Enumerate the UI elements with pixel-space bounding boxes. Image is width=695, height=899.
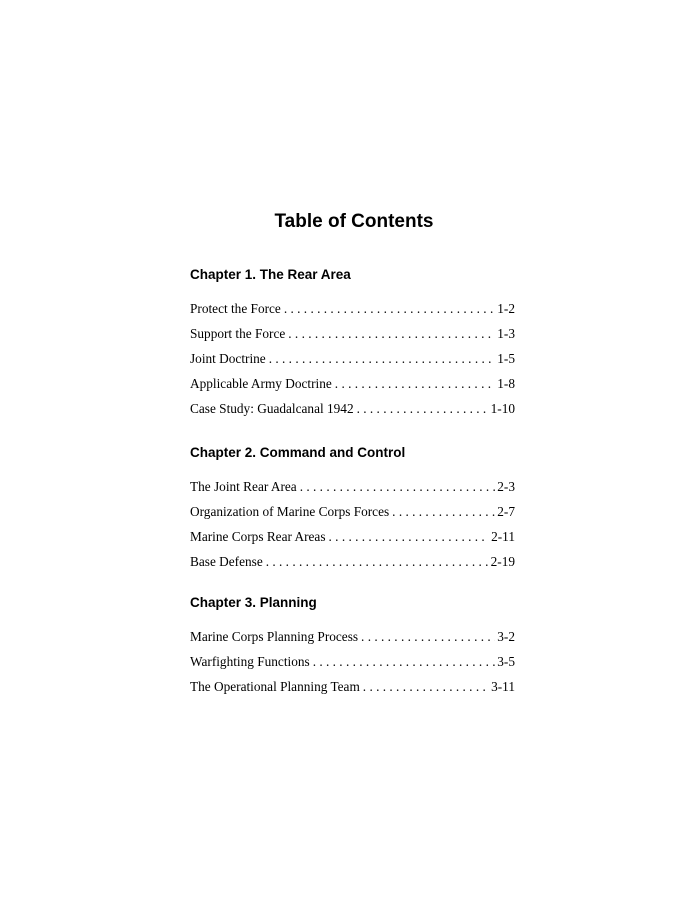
toc-entry[interactable]: [190, 400, 515, 425]
dot-leader: [310, 653, 496, 671]
toc-entry-title: Protect the Force: [190, 301, 281, 316]
toc-entry-title: Marine Corps Planning Process: [190, 629, 359, 644]
toc-entry-page: 2-11: [491, 529, 515, 544]
page-title: Table of Contents: [274, 211, 434, 232]
toc-entry-page: 2-7: [497, 504, 515, 519]
toc-entry[interactable]: [190, 653, 515, 678]
toc-entry-page: 1-5: [497, 351, 515, 366]
dot-leader: [281, 300, 495, 318]
chapter-3-section: [190, 594, 520, 703]
toc-entry[interactable]: [190, 528, 515, 553]
toc-entry-title: Base Defense: [190, 554, 263, 569]
toc-entry-title: Case Study: Guadalcanal 1942: [190, 401, 354, 416]
dot-leader: [354, 400, 489, 418]
chapter-heading: Chapter 2. Command and Control: [190, 445, 406, 460]
dot-leader: [285, 325, 495, 343]
toc-entry[interactable]: [190, 678, 515, 703]
dot-leader: [263, 553, 489, 571]
chapter-1-entries: [190, 300, 520, 425]
chapter-2-entries: [190, 478, 520, 578]
toc-entry-page: 2-3: [497, 479, 515, 494]
chapter-heading: Chapter 3. Planning: [190, 595, 317, 610]
dot-leader: [266, 350, 496, 368]
toc-entry-page: 1-10: [490, 401, 515, 416]
chapter-3-entries: [190, 628, 520, 703]
toc-entry-title: The Joint Rear Area: [190, 479, 297, 494]
dot-leader: [360, 678, 489, 696]
toc-entry-page: 3-5: [497, 654, 515, 669]
toc-entry[interactable]: [190, 350, 515, 375]
toc-entry-title: The Operational Planning Team: [190, 679, 360, 694]
chapter-heading: Chapter 1. The Rear Area: [190, 267, 351, 282]
toc-entry[interactable]: [190, 375, 515, 400]
toc-entry-page: 3-11: [491, 679, 515, 694]
toc-entry[interactable]: [190, 325, 515, 350]
dot-leader: [358, 628, 495, 646]
toc-entry-title: Applicable Army Doctrine: [190, 376, 332, 391]
toc-entry-title: Warfighting Functions: [190, 654, 310, 669]
chapter-1-section: [190, 266, 520, 425]
dot-leader: [326, 528, 490, 546]
dot-leader: [389, 503, 495, 521]
toc-entry-page: 3-2: [497, 629, 515, 644]
toc-entry[interactable]: [190, 478, 515, 503]
toc-entry-title: Marine Corps Rear Areas: [190, 529, 326, 544]
chapter-2-section: [190, 444, 520, 578]
dot-leader: [297, 478, 496, 496]
toc-entry-page: 2-19: [490, 554, 515, 569]
toc-entry-page: 1-3: [497, 326, 515, 341]
toc-entry-title: Support the Force: [190, 326, 286, 341]
toc-entry-page: 1-2: [497, 301, 515, 316]
toc-entry[interactable]: [190, 628, 515, 653]
dot-leader: [332, 375, 495, 393]
toc-entry-page: 1-8: [497, 376, 515, 391]
toc-entry-title: Organization of Marine Corps Forces: [190, 504, 390, 519]
toc-entry[interactable]: [190, 503, 515, 528]
toc-entry[interactable]: [190, 300, 515, 325]
toc-entry-title: Joint Doctrine: [190, 351, 266, 366]
toc-entry[interactable]: [190, 553, 515, 578]
